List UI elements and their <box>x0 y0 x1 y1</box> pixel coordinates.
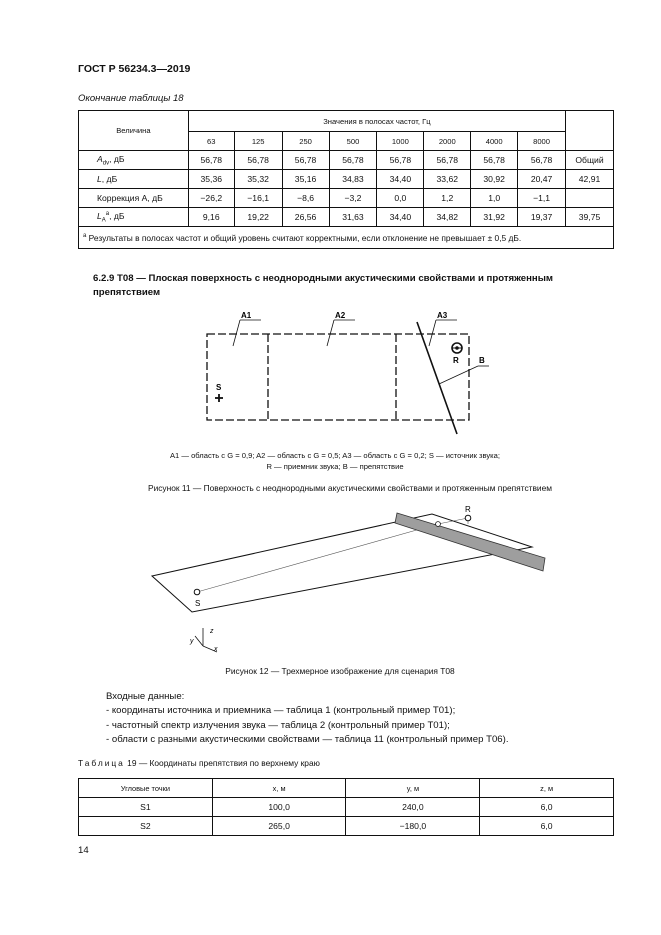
label-a1: A1 <box>241 311 252 320</box>
t18-row-label: Коррекция A, дБ <box>79 189 189 208</box>
t19-cell: 6,0 <box>480 817 614 836</box>
t18-freq: 500 <box>329 132 377 151</box>
section-title: 6.2.9 T08 — Плоская поверхность с неоднородными акустическими свойствами и протяженным препятствием <box>93 273 554 298</box>
table18-caption: Окончание таблицы 18 <box>78 93 184 104</box>
t18-cell: 20,47 <box>518 170 566 189</box>
source-icon <box>215 394 223 402</box>
table-row <box>79 189 614 208</box>
input-item: - координаты источника и приемника — таблица 1 (контрольный пример T01); <box>106 705 456 717</box>
t19-cell: S1 <box>79 798 213 817</box>
t18-cell: 56,78 <box>471 151 518 170</box>
t19-cell: 100,0 <box>212 798 346 817</box>
t18-cell: 34,40 <box>377 208 424 227</box>
t19-header: Угловые точки <box>79 779 213 798</box>
table-row <box>79 151 614 170</box>
t18-cell: 0,0 <box>377 189 424 208</box>
page-number: 14 <box>78 845 89 856</box>
t18-cell: −1,1 <box>518 189 566 208</box>
t19-header: x, м <box>212 779 346 798</box>
figure-11-caption: Рисунок 11 — Поверхность с неоднородными акустическими свойствами и протяженным препятствием <box>147 483 553 493</box>
t18-freq: 4000 <box>471 132 518 151</box>
figure-12-diagram <box>140 500 560 660</box>
t18-cell: 1,0 <box>471 189 518 208</box>
t18-freq: 8000 <box>518 132 566 151</box>
axis-label-x: x <box>214 646 218 653</box>
t18-cell: 56,78 <box>329 151 377 170</box>
table-row <box>79 798 614 817</box>
t18-cell: 34,82 <box>424 208 471 227</box>
t18-total-cell: Общий <box>566 151 614 170</box>
receiver-point <box>465 515 471 521</box>
source-point <box>194 589 200 595</box>
t18-cell: 19,37 <box>518 208 566 227</box>
fig12-label-r: R <box>465 505 471 514</box>
t18-cell: 35,36 <box>188 170 234 189</box>
input-data-block <box>106 690 509 748</box>
label-a2: A2 <box>335 311 346 320</box>
table-row <box>79 208 614 227</box>
t18-cell: 33,62 <box>424 170 471 189</box>
legend-line-1: A1 — область с G = 0,9; A2 — область с G = 0,5; A3 — область с G = 0,2; S — источник звука; <box>169 451 501 460</box>
obstacle-line <box>417 322 457 434</box>
table19-caption <box>78 758 320 768</box>
t18-freq: 250 <box>282 132 329 151</box>
t19-cell: 240,0 <box>346 798 480 817</box>
input-data-title: Входные данные: <box>106 691 185 702</box>
fig12-label-s: S <box>195 599 201 608</box>
table-19 <box>78 778 614 836</box>
t18-header-quantity: Величина <box>79 111 189 151</box>
t18-cell: −16,1 <box>234 189 282 208</box>
t18-cell: −8,6 <box>282 189 329 208</box>
t18-header-total <box>566 111 614 151</box>
area-outline <box>207 334 469 420</box>
t18-row-label: $L_A^a$, дБ <box>79 208 189 227</box>
table-18 <box>78 110 614 249</box>
t18-cell: 31,63 <box>329 208 377 227</box>
figure-12-caption: Рисунок 12 — Трехмерное изображение для сценария T08 <box>225 666 455 676</box>
label-b: B <box>479 356 485 365</box>
t18-cell: 34,40 <box>377 170 424 189</box>
t18-cell: 56,78 <box>377 151 424 170</box>
leader-a3 <box>429 320 436 346</box>
t18-freq: 125 <box>234 132 282 151</box>
figure-11-legend <box>100 450 570 472</box>
input-item: - частотный спектр излучения звука — таблица 2 (контрольный пример T01); <box>106 719 450 731</box>
axis-label-y: y <box>190 638 194 645</box>
leader-a1 <box>233 320 240 346</box>
t18-cell: 19,22 <box>234 208 282 227</box>
t18-cell: 35,16 <box>282 170 329 189</box>
t18-cell: 1,2 <box>424 189 471 208</box>
t18-freq: 2000 <box>424 132 471 151</box>
leader-a2 <box>327 320 334 346</box>
label-r: R <box>453 356 459 365</box>
t18-cell: 56,78 <box>188 151 234 170</box>
axis-label-z: z <box>210 628 214 635</box>
receiver-icon <box>452 343 462 353</box>
label-s: S <box>216 383 222 392</box>
t19-header: y, м <box>346 779 480 798</box>
t18-cell: 56,78 <box>282 151 329 170</box>
t18-cell: −26,2 <box>188 189 234 208</box>
t18-cell: 35,32 <box>234 170 282 189</box>
intersection-point <box>436 522 441 527</box>
t18-cell: 56,78 <box>518 151 566 170</box>
t18-cell: 9,16 <box>188 208 234 227</box>
ground-plane <box>152 514 532 612</box>
t18-footnote-mark: a <box>83 233 87 239</box>
t19-header: z, м <box>480 779 614 798</box>
document-header: ГОСТ Р 56234.3—2019 <box>78 63 191 75</box>
table19-caption-text: 19 — Координаты препятствия по верхнему краю <box>127 758 320 768</box>
t18-row-label: $A_{dv}$, дБ <box>79 151 189 170</box>
obstacle-wall <box>395 513 545 571</box>
t18-footnote-text: Результаты в полосах частот и общий уровень считают корректными, если отклонение не превышает ± 0,5 дБ. <box>88 232 522 243</box>
t18-total-cell: 42,91 <box>566 170 614 189</box>
leader-b <box>439 366 478 384</box>
t18-freq: 63 <box>188 132 234 151</box>
legend-line-2: R — приемник звука; B — препятствие <box>266 462 404 471</box>
t18-cell: 56,78 <box>424 151 471 170</box>
t18-row-label: L, дБ <box>79 170 189 189</box>
figure-11-diagram <box>195 306 495 446</box>
t18-cell: 26,56 <box>282 208 329 227</box>
sight-line-2 <box>438 518 468 524</box>
input-item: - области с разными акустическими свойствами — таблица 11 (контрольный пример T06). <box>106 734 509 746</box>
t18-footnote <box>79 227 614 249</box>
t18-total-cell <box>566 189 614 208</box>
t19-cell: 6,0 <box>480 798 614 817</box>
t18-header-bands: Значения в полосах частот, Гц <box>188 111 565 132</box>
t18-cell: −3,2 <box>329 189 377 208</box>
t18-cell: 30,92 <box>471 170 518 189</box>
t19-cell: S2 <box>79 817 213 836</box>
t18-freq: 1000 <box>377 132 424 151</box>
table19-caption-prefix: Таблица <box>78 758 125 768</box>
label-a3: A3 <box>437 311 448 320</box>
t19-cell: −180,0 <box>346 817 480 836</box>
t18-total-cell: 39,75 <box>566 208 614 227</box>
t19-cell: 265,0 <box>212 817 346 836</box>
t18-cell: 34,83 <box>329 170 377 189</box>
table-row <box>79 170 614 189</box>
t18-cell: 31,92 <box>471 208 518 227</box>
table-row <box>79 817 614 836</box>
t18-cell: 56,78 <box>234 151 282 170</box>
